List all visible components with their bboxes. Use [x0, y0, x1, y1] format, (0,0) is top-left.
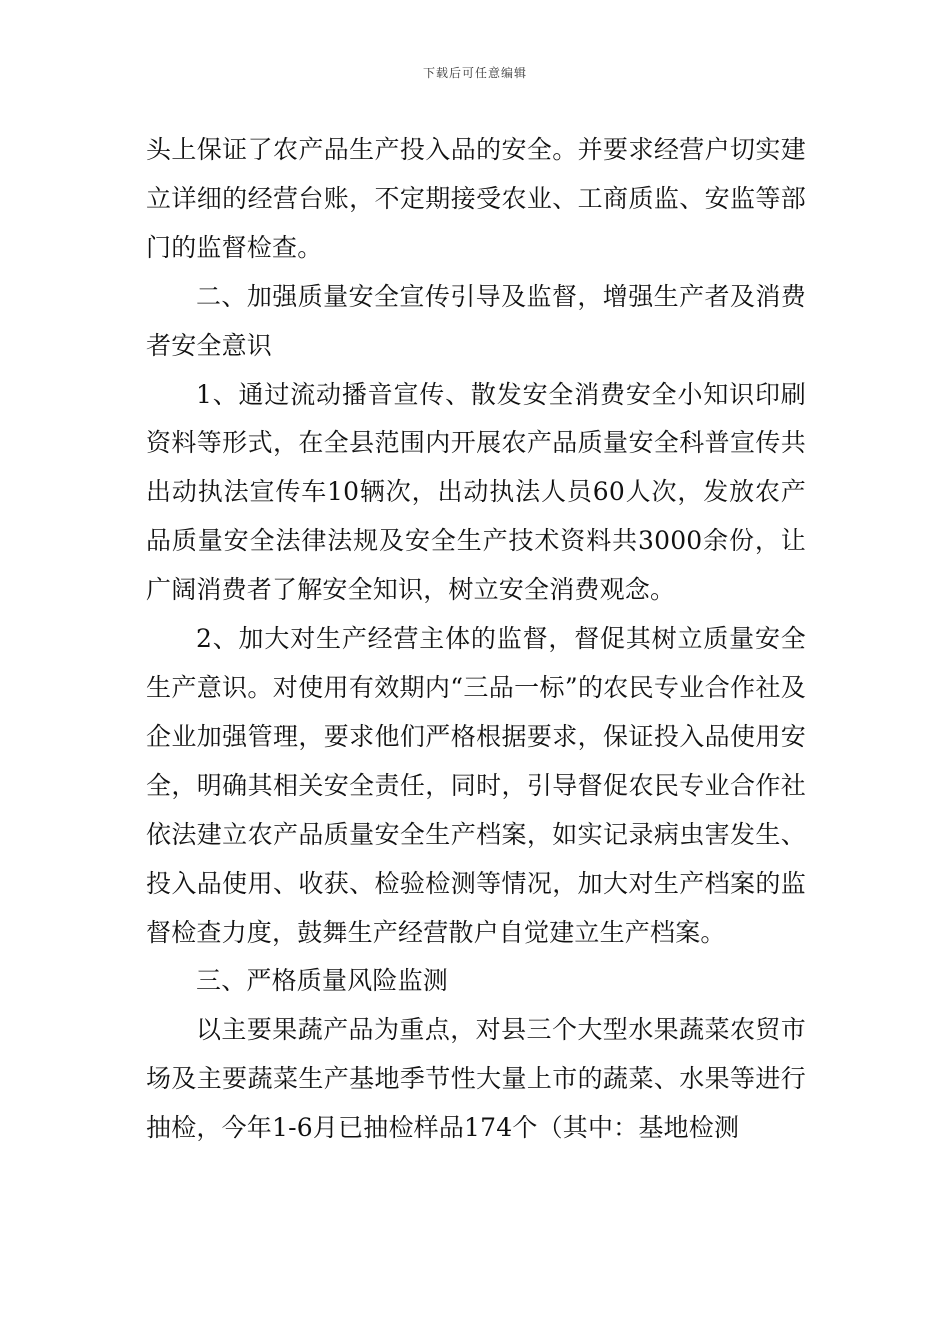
paragraph: 头上保证了农产品生产投入品的安全。并要求经营户切实建立详细的经营台账，不定期接受农业、工商质监、安监等部门的监督检查。 — [146, 135, 806, 262]
section-heading: 三、严格质量风险监测 — [196, 966, 449, 996]
page-header-note: 下载后可任意编辑 — [422, 66, 527, 80]
document-body — [146, 126, 806, 1153]
paragraph: 2、加大对生产经营主体的监督，督促其树立质量安全生产意识。对使用有效期内“三品一标”的农民专业合作社及企业加强管理，要求他们严格根据要求，保证投入品使用安全，明确其相关安全责任，同时，引导督促农民专业合作社依法建立农产品质量安全生产档案，如实记录病虫害发生、投入品使用、收获、检验检测等情况，加大对生产档案的监督检查力度，鼓舞生产经营散户自觉建立生产档案。 — [146, 624, 806, 947]
paragraph: 1、通过流动播音宣传、散发安全消费安全小知识印刷资料等形式，在全县范围内开展农产品质量安全科普宣传共出动执法宣传车10辆次，出动执法人员60人次，发放农产品质量安全法律法规及安全生产技术资料共3000余份，让广阔消费者了解安全知识，树立安全消费观念。 — [146, 379, 806, 605]
paragraph: 以主要果蔬产品为重点，对县三个大型水果蔬菜农贸市场及主要蔬菜生产基地季节性大量上市的蔬菜、水果等进行抽检，今年1-6月已抽检样品174个（其中：基地检测 — [146, 1015, 806, 1143]
section-heading: 二、加强质量安全宣传引导及监督，增强生产者及消费者安全意识 — [146, 281, 806, 360]
